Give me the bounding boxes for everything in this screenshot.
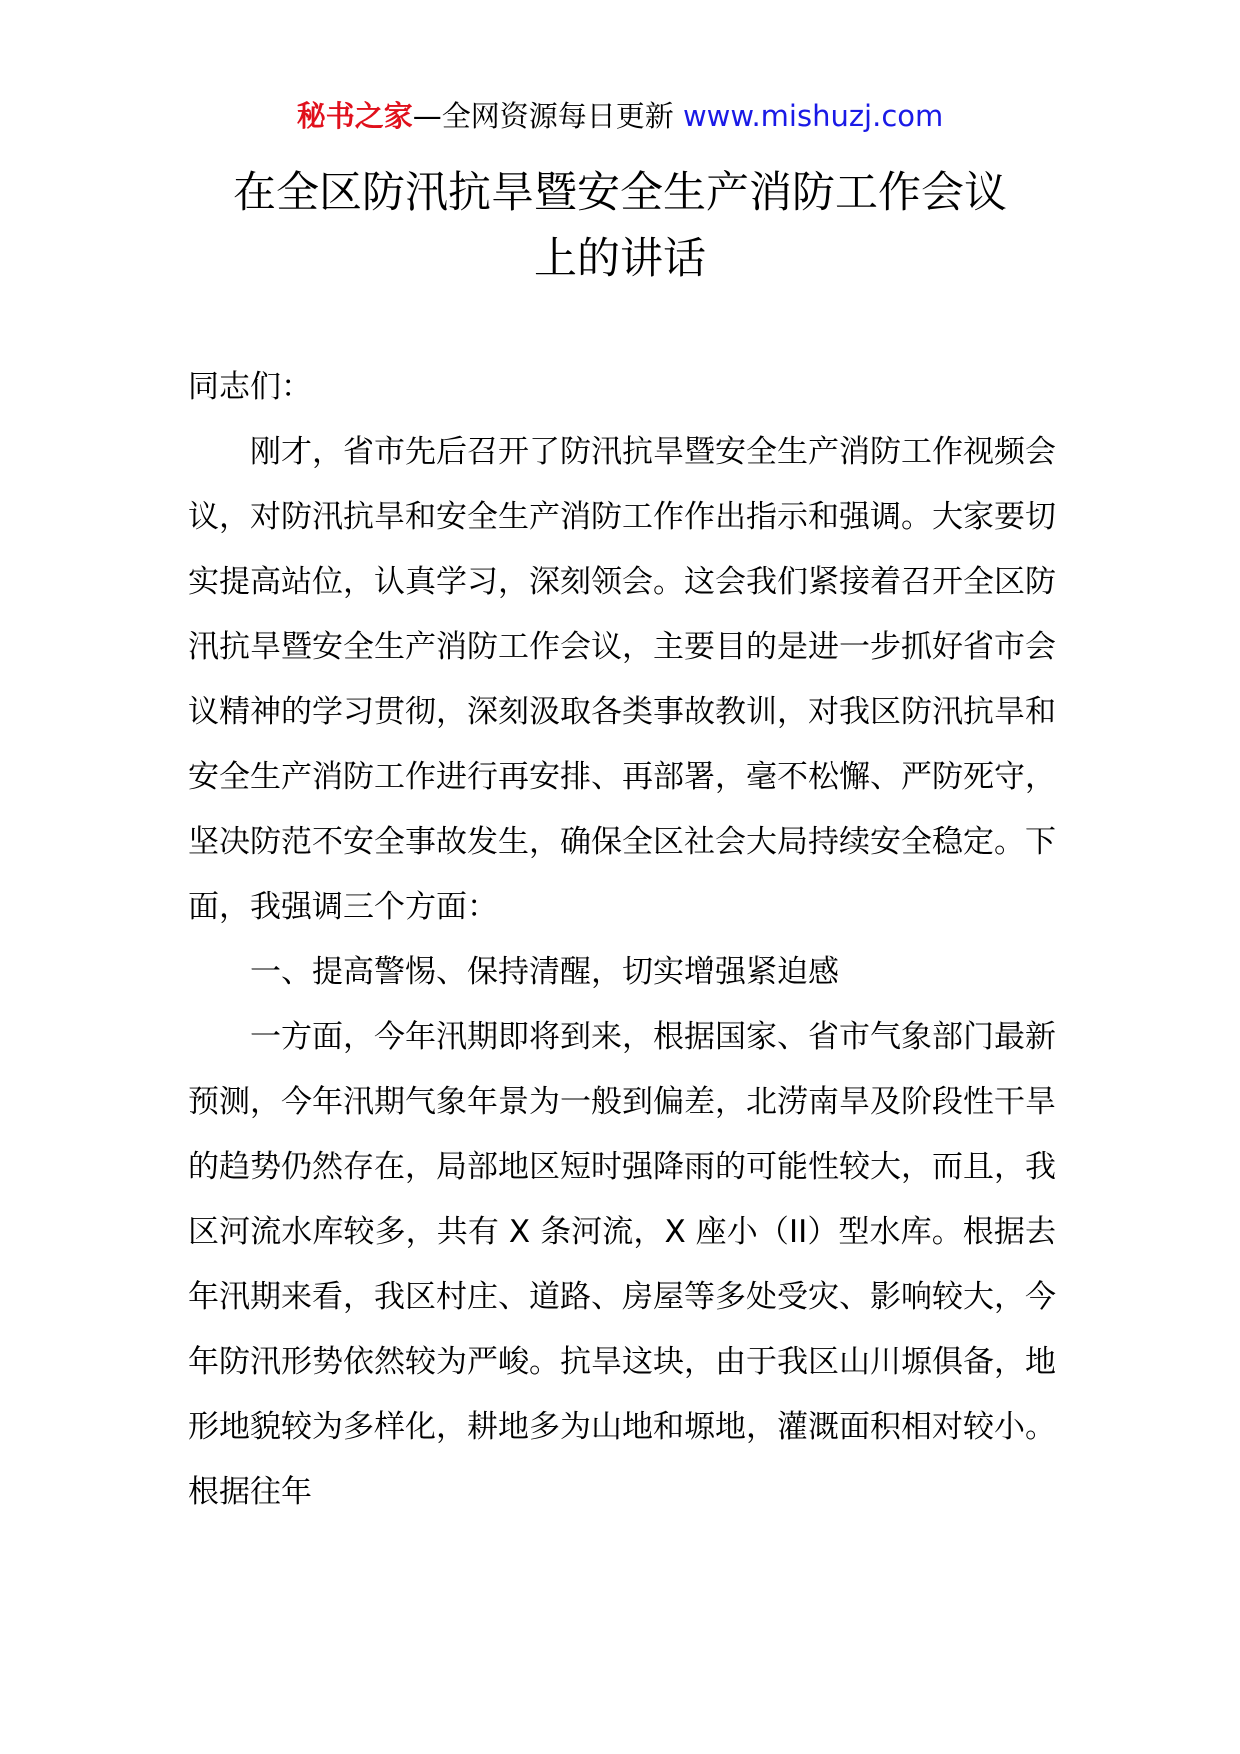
- site-url-link[interactable]: www.mishuzj.com: [682, 99, 944, 133]
- site-header: [0, 96, 1240, 136]
- brand-name: 秘书之家: [296, 99, 413, 133]
- salutation: 同志们：: [188, 369, 312, 405]
- header-tagline: —全网资源每日更新: [412, 99, 683, 133]
- document-title: [0, 160, 1240, 292]
- title-line-2: 上的讲话: [534, 234, 706, 284]
- section-heading-1: 一、提高警惕、保持清醒，切实增强紧迫感: [250, 954, 839, 990]
- document-body: [188, 355, 1056, 1525]
- title-line-1: 在全区防汛抗旱暨安全生产消防工作会议: [233, 168, 1007, 218]
- paragraph-2: 一方面，今年汛期即将到来，根据国家、省市气象部门最新预测，今年汛期气象年景为一般到偏差，北涝南旱及阶段性干旱的趋势仍然存在，局部地区短时强降雨的可能性较大，而且，我区河流水库较多，共有 X 条河流，X 座小（II）型水库。根据去年汛期来看，我区村庄、道路、房屋等多处受灾、影响较大，今年防汛形势依然较为严峻。抗旱这块，由于我区山川塬俱备，地形地貌较为多样化，耕地多为山地和塬地，灌溉面积相对较小。根据往年: [188, 1019, 1056, 1510]
- paragraph-1: 刚才，省市先后召开了防汛抗旱暨安全生产消防工作视频会议，对防汛抗旱和安全生产消防工作作出指示和强调。大家要切实提高站位，认真学习，深刻领会。这会我们紧接着召开全区防汛抗旱暨安全生产消防工作会议，主要目的是进一步抓好省市会议精神的学习贯彻，深刻汲取各类事故教训，对我区防汛抗旱和安全生产消防工作进行再安排、再部署，毫不松懈、严防死守，坚决防范不安全事故发生，确保全区社会大局持续安全稳定。下面，我强调三个方面：: [188, 434, 1056, 925]
